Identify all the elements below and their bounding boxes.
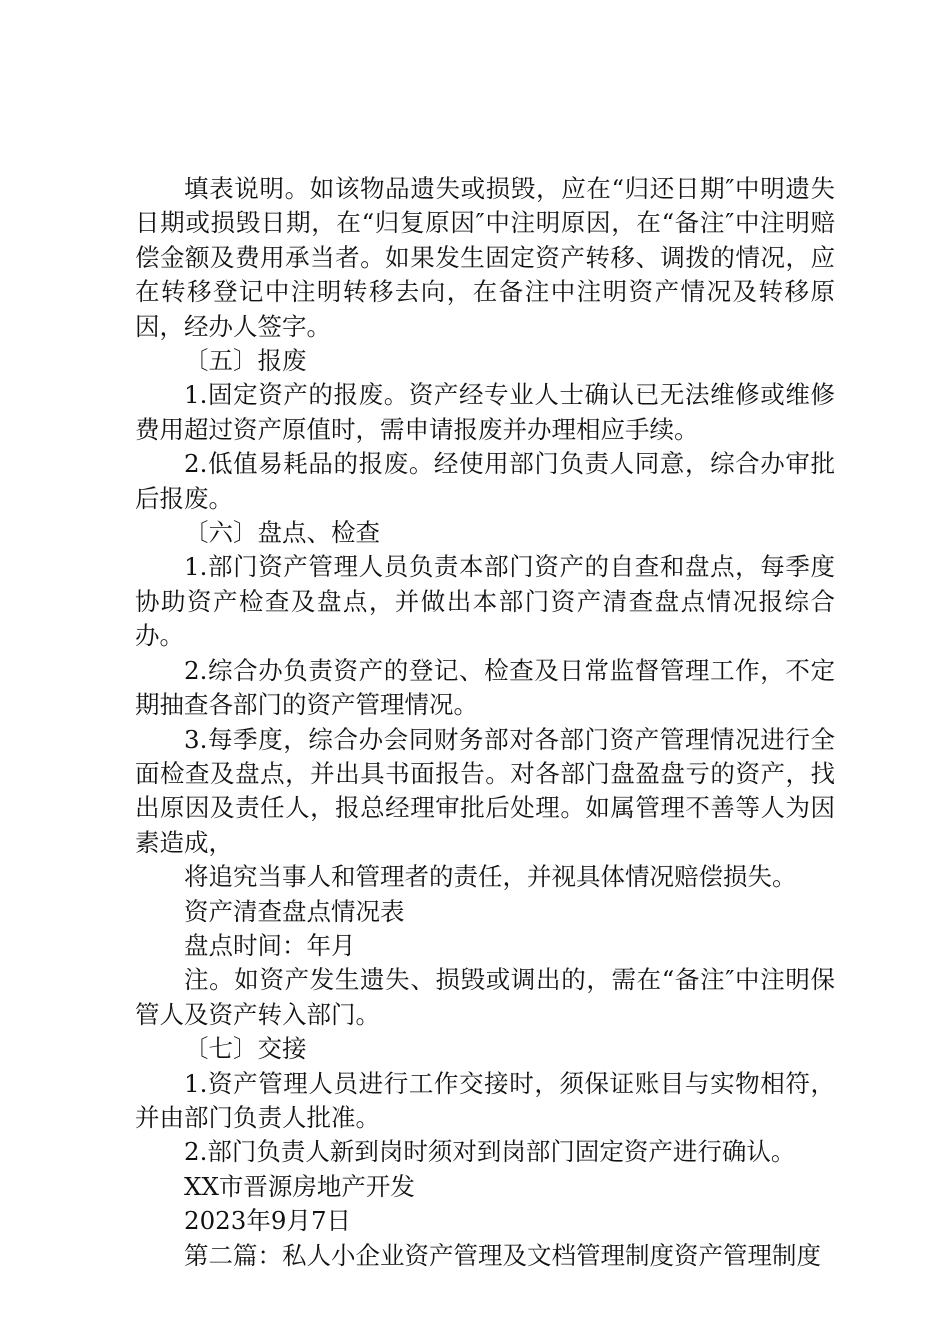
paragraph-inventory-3: 3.每季度，综合办会同财务部对各部门资产管理情况进行全面检查及盘点，并出具书面报告。对各部门盘盈盘亏的资产，找出原因及责任人，报总经理审批后处理。如属管理不善等人为因素造成， [135, 724, 835, 857]
paragraph-scrap-consumables: 2.低值易耗品的报废。经使用部门负责人同意，综合办审批后报废。 [135, 449, 835, 513]
section-heading-inventory-check: 〔六〕盘点、检查 [184, 518, 380, 548]
paragraph-inventory-1: 1.部门资产管理人员负责本部门资产的自查和盘点，每季度协助资产检查及盘点，并做出本部门资产清查盘点情况报综合办。 [135, 552, 835, 651]
paragraph-fill-instructions: 填表说明。如该物品遗失或损毁，应在“归还日期″中明遗失日期或损毁日期，在“归复原因″中注明原因，在“备注″中注明赔偿金额及费用承当者。如果发生固定资产转移、调拨的情况，应在转移登记中注明转移去向，在备注中注明资产情况及转移原因，经办人签字。 [135, 174, 835, 341]
section-heading-handover: 〔七〕交接 [184, 1034, 307, 1064]
inventory-time-line: 盘点时间：年月 [184, 930, 356, 960]
paragraph-handover-2: 2.部门负责人新到岗时须对到岗部门固定资产进行确认。 [184, 1137, 796, 1167]
paragraph-note: 注。如资产发生遗失、损毁或调出的，需在“备注″中注明保管人及资产转入部门。 [135, 965, 835, 1029]
chapter-heading-second: 第二篇：私人小企业资产管理及文档管理制度资产管理制度 [184, 1240, 821, 1270]
document-date: 2023年9月7日 [184, 1206, 352, 1236]
company-name: XX市晋源房地产开发 [184, 1171, 415, 1201]
section-heading-scrap: 〔五〕报废 [184, 346, 307, 376]
paragraph-handover-1: 1.资产管理人员进行工作交接时，须保证账目与实物相符，并由部门负责人批准。 [135, 1068, 835, 1132]
paragraph-scrap-fixed-assets: 1.固定资产的报废。资产经专业人士确认已无法维修或维修费用超过资产原值时，需申请报废并办理相应手续。 [135, 380, 835, 444]
document-body [135, 172, 835, 1273]
table-title-asset-inventory: 资产清查盘点情况表 [184, 896, 405, 926]
paragraph-inventory-2: 2.综合办负责资产的登记、检查及日常监督管理工作，不定期抽查各部门的资产管理情况。 [135, 655, 835, 720]
paragraph-accountability: 将追究当事人和管理者的责任，并视具体情况赔偿损失。 [184, 862, 797, 892]
